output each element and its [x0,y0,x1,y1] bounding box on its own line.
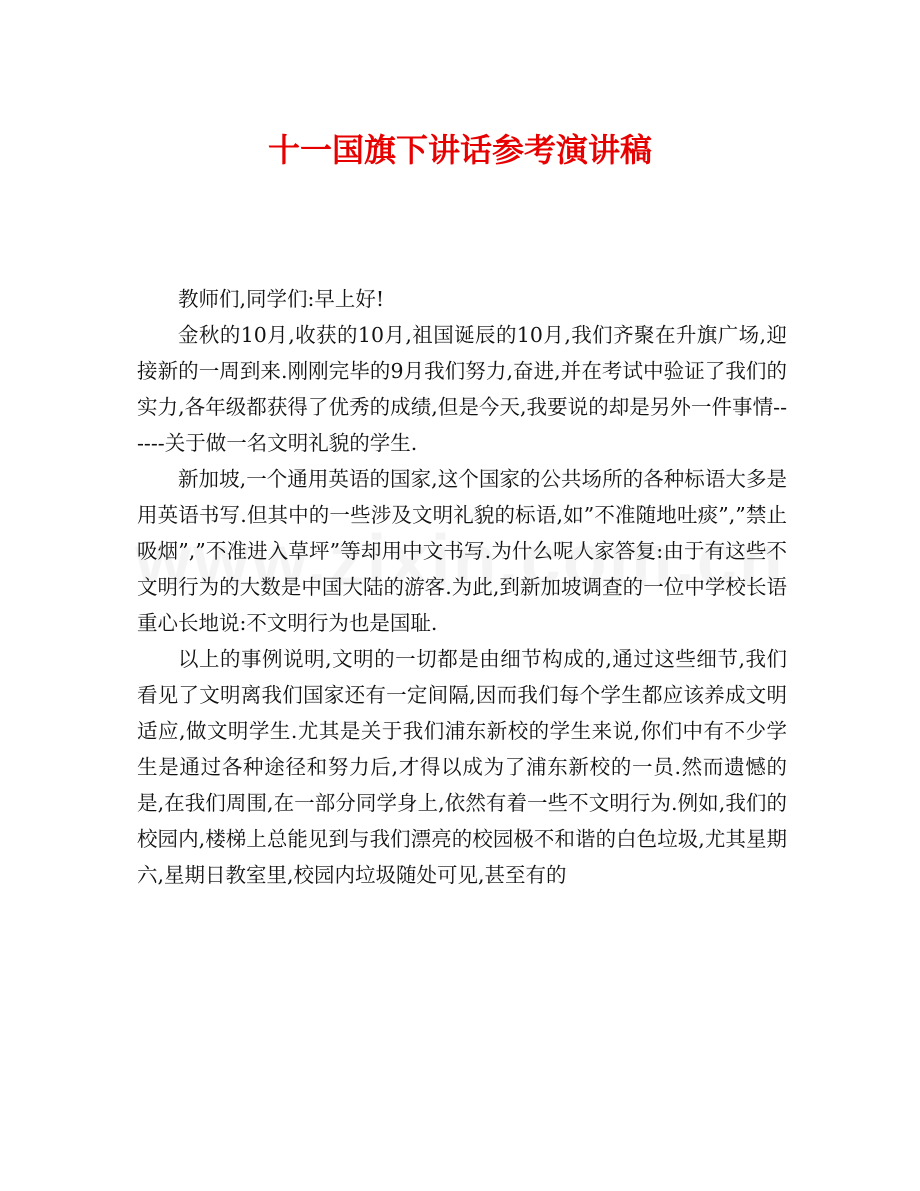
paragraph-details: 以上的事例说明,文明的一切都是由细节构成的,通过这些细节,我们看见了文明离我们国家还有一定间隔,因而我们每个学生都应该养成文明适应,做文明学生.尤其是关于我们浦东新校的学生来说,你们中有不少学生是通过各种途径和努力后,才得以成为了浦东新校的一员.然而遗憾的是,在我们周围,在一部分同学身上,依然有着一些不文明行为.例如,我们的校园内,楼梯上总能见到与我们漂亮的校园极不和谐的白色垃圾,尤其星期六,星期日教室里,校园内垃圾随处可见,甚至有的 [137,647,787,887]
paragraph-intro: 金秋的10月,收获的10月,祖国诞辰的10月,我们齐聚在升旗广场,迎接新的一周到来.刚刚完毕的9月我们努力,奋进,并在考试中验证了我们的实力,各年级都获得了优秀的成绩,但是今天,我要说的却是另外一件事情------关于做一名文明礼貌的学生. [137,323,787,455]
document-body [137,281,787,893]
paragraph-singapore: 新加坡,一个通用英语的国家,这个国家的公共场所的各种标语大多是用英语书写.但其中的一些涉及文明礼貌的标语,如”不准随地吐痰”,”禁止吸烟”,”不准进入草坪”等却用中文书写.为什么呢人家答复:由于有这些不文明行为的大数是中国大陆的游客.为此,到新加坡调查的一位中学校长语重心长地说:不文明行为也是国耻. [137,467,787,635]
paragraph-greeting: 教师们,同学们:早上好! [178,287,385,311]
document-title: 十一国旗下讲话参考演讲稿 [267,131,652,169]
